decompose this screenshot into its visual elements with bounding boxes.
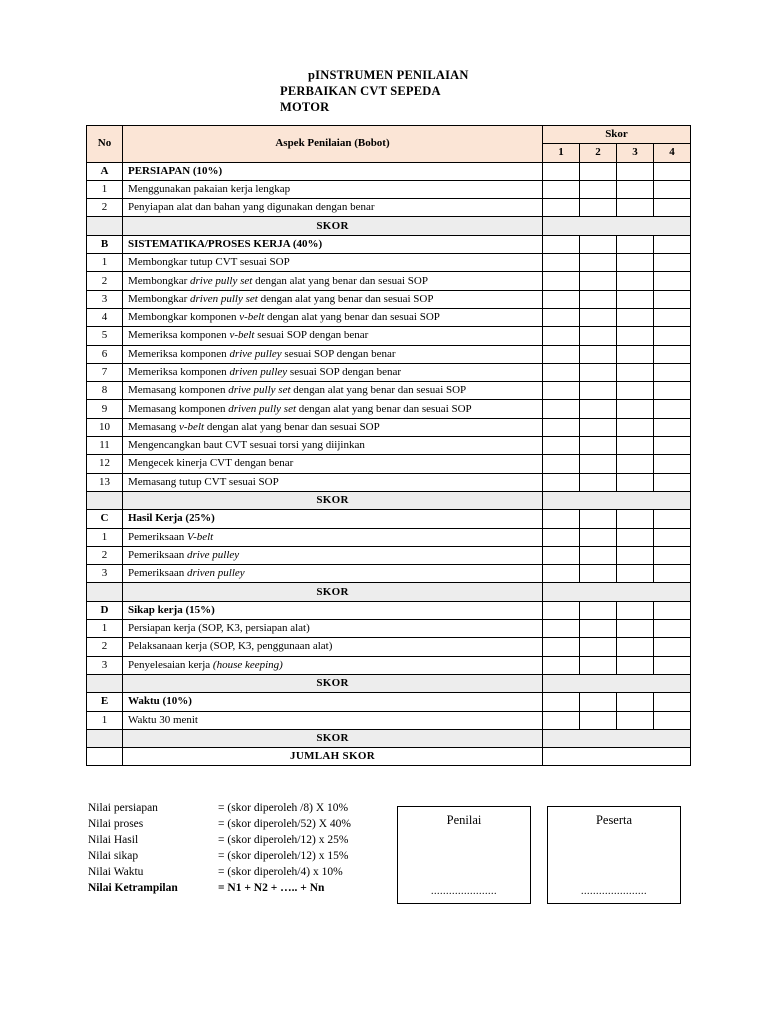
section-score-cell-1[interactable] bbox=[543, 601, 580, 619]
item-score-cell-2[interactable] bbox=[580, 272, 617, 290]
section-score-cell-3[interactable] bbox=[617, 693, 654, 711]
section-row bbox=[87, 601, 691, 619]
formula-row bbox=[88, 848, 398, 864]
item-score-cell-2[interactable] bbox=[580, 418, 617, 436]
signature-box-penilai bbox=[397, 806, 531, 904]
peserta-signature-line: ...................... bbox=[581, 886, 647, 897]
section-score-cell-3[interactable] bbox=[617, 162, 654, 180]
criterion-text: Membongkar tutup CVT sesuai SOP bbox=[128, 256, 290, 269]
item-number: 2 bbox=[87, 199, 123, 217]
table-row bbox=[87, 638, 691, 656]
section-row bbox=[87, 162, 691, 180]
item-score-cell-2[interactable] bbox=[580, 455, 617, 473]
total-formula-value: = N1 + N2 + ….. + Nn bbox=[218, 882, 325, 894]
section-skor-row bbox=[87, 491, 691, 509]
criterion-text: Persiapan kerja (SOP, K3, persiapan alat) bbox=[128, 622, 310, 635]
item-criterion bbox=[123, 180, 543, 198]
jumlah-empty-cell bbox=[87, 748, 123, 766]
item-criterion bbox=[123, 638, 543, 656]
skor-empty-cell bbox=[87, 491, 123, 509]
item-score-cell-2[interactable] bbox=[580, 656, 617, 674]
formula-value: = (skor diperoleh/52) X 40% bbox=[218, 818, 351, 830]
item-score-cell-1[interactable] bbox=[543, 656, 580, 674]
item-score-cell-1[interactable] bbox=[543, 711, 580, 729]
score-formulas bbox=[88, 800, 398, 896]
header-score-3: 3 bbox=[617, 144, 654, 162]
item-number: 3 bbox=[87, 290, 123, 308]
item-score-cell-4[interactable] bbox=[654, 345, 691, 363]
title-line-2: PERBAIKAN CVT SEPEDA bbox=[280, 84, 441, 98]
criterion-text: v-belt bbox=[179, 420, 205, 433]
item-score-cell-1[interactable] bbox=[543, 565, 580, 583]
criterion-text: dengan alat yang benar dan sesuai SOP bbox=[257, 292, 434, 305]
item-number: 2 bbox=[87, 638, 123, 656]
table-row bbox=[87, 382, 691, 400]
table-row bbox=[87, 180, 691, 198]
item-criterion bbox=[123, 455, 543, 473]
item-score-cell-3[interactable] bbox=[617, 272, 654, 290]
item-criterion bbox=[123, 473, 543, 491]
criterion-text: Pemeriksaan bbox=[128, 567, 187, 580]
item-score-cell-4[interactable] bbox=[654, 272, 691, 290]
criterion-text: Memasang komponen bbox=[128, 402, 229, 415]
criterion-text: Waktu 30 menit bbox=[128, 713, 198, 726]
criterion-text: v-belt bbox=[239, 311, 265, 324]
item-score-cell-1[interactable] bbox=[543, 528, 580, 546]
item-score-cell-4[interactable] bbox=[654, 455, 691, 473]
item-score-cell-3[interactable] bbox=[617, 418, 654, 436]
table-row bbox=[87, 290, 691, 308]
formula-value: = (skor diperoleh/12) x 25% bbox=[218, 834, 349, 846]
item-score-cell-2[interactable] bbox=[580, 327, 617, 345]
formula-label: Nilai Waktu bbox=[88, 866, 144, 878]
item-score-cell-3[interactable] bbox=[617, 546, 654, 564]
item-number: 12 bbox=[87, 455, 123, 473]
item-criterion bbox=[123, 290, 543, 308]
skor-value-cell[interactable] bbox=[543, 491, 691, 509]
formula-label: Nilai proses bbox=[88, 818, 144, 830]
item-number: 1 bbox=[87, 528, 123, 546]
skor-value-cell[interactable] bbox=[543, 217, 691, 235]
item-score-cell-3[interactable] bbox=[617, 437, 654, 455]
item-number: 1 bbox=[87, 254, 123, 272]
item-score-cell-3[interactable] bbox=[617, 345, 654, 363]
table-row bbox=[87, 565, 691, 583]
section-score-cell-1[interactable] bbox=[543, 235, 580, 253]
formula-label: Nilai Hasil bbox=[88, 834, 139, 846]
criterion-text: dengan alat yang benar dan sesuai SOP bbox=[296, 402, 472, 415]
formula-row bbox=[88, 816, 398, 832]
section-score-cell-1[interactable] bbox=[543, 162, 580, 180]
total-formula-row bbox=[88, 880, 398, 896]
formula-value: = (skor diperoleh/12) x 15% bbox=[218, 850, 349, 862]
skor-label: SKOR bbox=[123, 491, 543, 509]
section-score-cell-3[interactable] bbox=[617, 510, 654, 528]
section-code: A bbox=[87, 162, 123, 180]
table-row bbox=[87, 546, 691, 564]
item-score-cell-2[interactable] bbox=[580, 308, 617, 326]
item-score-cell-2[interactable] bbox=[580, 546, 617, 564]
penilai-signature-line: ...................... bbox=[431, 886, 497, 897]
criterion-text: Mengecek kinerja CVT dengan benar bbox=[128, 457, 294, 470]
criterion-text: Menggunakan pakaian kerja lengkap bbox=[128, 183, 291, 196]
item-score-cell-3[interactable] bbox=[617, 290, 654, 308]
table-row bbox=[87, 418, 691, 436]
table-row bbox=[87, 327, 691, 345]
item-score-cell-4[interactable] bbox=[654, 363, 691, 381]
section-code: C bbox=[87, 510, 123, 528]
peserta-label: Peserta bbox=[595, 813, 633, 827]
item-score-cell-2[interactable] bbox=[580, 473, 617, 491]
table-row bbox=[87, 473, 691, 491]
item-score-cell-2[interactable] bbox=[580, 363, 617, 381]
section-title: PERSIAPAN (10%) bbox=[123, 162, 543, 180]
item-score-cell-2[interactable] bbox=[580, 290, 617, 308]
document-title bbox=[280, 67, 500, 115]
item-criterion bbox=[123, 418, 543, 436]
section-score-cell-4[interactable] bbox=[654, 510, 691, 528]
criterion-text: Membongkar bbox=[128, 292, 191, 305]
table-row bbox=[87, 528, 691, 546]
signature-box-peserta bbox=[547, 806, 681, 904]
item-score-cell-2[interactable] bbox=[580, 400, 617, 418]
item-number: 2 bbox=[87, 546, 123, 564]
item-score-cell-4[interactable] bbox=[654, 711, 691, 729]
section-title: Waktu (10%) bbox=[123, 693, 543, 711]
criterion-text: driven pulley bbox=[229, 366, 288, 378]
section-row bbox=[87, 693, 691, 711]
item-score-cell-2[interactable] bbox=[580, 382, 617, 400]
item-criterion bbox=[123, 363, 543, 381]
criterion-text: (house keeping) bbox=[212, 658, 283, 671]
item-criterion bbox=[123, 656, 543, 674]
criterion-text: drive pulley bbox=[229, 347, 282, 360]
criterion-text: sesuai SOP dengan benar bbox=[281, 347, 396, 360]
section-title: Hasil Kerja (25%) bbox=[123, 510, 543, 528]
item-score-cell-1[interactable] bbox=[543, 290, 580, 308]
section-score-cell-2[interactable] bbox=[580, 162, 617, 180]
item-number: 1 bbox=[87, 711, 123, 729]
item-number: 2 bbox=[87, 272, 123, 290]
item-criterion bbox=[123, 327, 543, 345]
item-score-cell-1[interactable] bbox=[543, 638, 580, 656]
item-criterion bbox=[123, 546, 543, 564]
item-score-cell-2[interactable] bbox=[580, 638, 617, 656]
skor-empty-cell bbox=[87, 674, 123, 692]
item-score-cell-1[interactable] bbox=[543, 308, 580, 326]
criterion-text: sesuai SOP dengan benar bbox=[287, 366, 402, 378]
table-header-row bbox=[87, 126, 691, 144]
section-score-cell-1[interactable] bbox=[543, 510, 580, 528]
item-number: 3 bbox=[87, 656, 123, 674]
item-score-cell-4[interactable] bbox=[654, 528, 691, 546]
criterion-text: Penyelesaian kerja bbox=[128, 658, 213, 671]
formula-value: = (skor diperoleh/4) x 10% bbox=[218, 866, 343, 878]
section-row bbox=[87, 510, 691, 528]
criterion-text: driven pulley bbox=[186, 567, 245, 580]
item-score-cell-4[interactable] bbox=[654, 418, 691, 436]
criterion-text: dengan alat yang benar dan sesuai SOP bbox=[264, 311, 440, 324]
criterion-text: Membongkar komponen bbox=[128, 311, 240, 324]
item-score-cell-4[interactable] bbox=[654, 656, 691, 674]
item-criterion bbox=[123, 199, 543, 217]
skor-label: SKOR bbox=[123, 217, 543, 235]
total-formula-label: Nilai Ketrampilan bbox=[88, 882, 178, 894]
item-score-cell-4[interactable] bbox=[654, 565, 691, 583]
section-score-cell-2[interactable] bbox=[580, 601, 617, 619]
item-score-cell-1[interactable] bbox=[543, 363, 580, 381]
table-row bbox=[87, 345, 691, 363]
item-score-cell-3[interactable] bbox=[617, 620, 654, 638]
skor-value-cell[interactable] bbox=[543, 674, 691, 692]
item-score-cell-3[interactable] bbox=[617, 473, 654, 491]
criterion-text: v-belt bbox=[229, 329, 255, 342]
item-number: 4 bbox=[87, 308, 123, 326]
item-number: 11 bbox=[87, 437, 123, 455]
item-criterion bbox=[123, 437, 543, 455]
criterion-text: Memasang tutup CVT sesuai SOP bbox=[128, 475, 279, 488]
criterion-text: Pelaksanaan kerja (SOP, K3, penggunaan alat) bbox=[128, 640, 333, 653]
section-score-cell-4[interactable] bbox=[654, 235, 691, 253]
section-skor-row bbox=[87, 217, 691, 235]
item-score-cell-1[interactable] bbox=[543, 437, 580, 455]
section-score-cell-4[interactable] bbox=[654, 693, 691, 711]
item-score-cell-2[interactable] bbox=[580, 180, 617, 198]
item-score-cell-1[interactable] bbox=[543, 455, 580, 473]
item-score-cell-3[interactable] bbox=[617, 528, 654, 546]
item-score-cell-3[interactable] bbox=[617, 656, 654, 674]
item-score-cell-4[interactable] bbox=[654, 290, 691, 308]
section-score-cell-2[interactable] bbox=[580, 510, 617, 528]
section-title: Sikap kerja (15%) bbox=[123, 601, 543, 619]
criterion-text: dengan alat yang benar dan sesuai SOP bbox=[204, 420, 380, 433]
item-score-cell-1[interactable] bbox=[543, 400, 580, 418]
table-row bbox=[87, 254, 691, 272]
item-score-cell-4[interactable] bbox=[654, 254, 691, 272]
section-score-cell-4[interactable] bbox=[654, 162, 691, 180]
item-criterion bbox=[123, 565, 543, 583]
item-score-cell-3[interactable] bbox=[617, 199, 654, 217]
jumlah-skor-label: JUMLAH SKOR bbox=[123, 748, 543, 766]
item-score-cell-4[interactable] bbox=[654, 308, 691, 326]
section-code: D bbox=[87, 601, 123, 619]
item-score-cell-1[interactable] bbox=[543, 418, 580, 436]
header-score-4: 4 bbox=[654, 144, 691, 162]
section-row bbox=[87, 235, 691, 253]
table-row bbox=[87, 363, 691, 381]
jumlah-skor-row bbox=[87, 748, 691, 766]
item-criterion bbox=[123, 711, 543, 729]
skor-empty-cell bbox=[87, 217, 123, 235]
item-score-cell-1[interactable] bbox=[543, 199, 580, 217]
item-number: 9 bbox=[87, 400, 123, 418]
item-score-cell-3[interactable] bbox=[617, 363, 654, 381]
formula-row bbox=[88, 800, 398, 816]
section-score-cell-2[interactable] bbox=[580, 235, 617, 253]
item-score-cell-1[interactable] bbox=[543, 345, 580, 363]
criterion-text: drive pully set bbox=[190, 274, 253, 287]
item-score-cell-2[interactable] bbox=[580, 199, 617, 217]
section-skor-row bbox=[87, 583, 691, 601]
formula-value: = (skor diperoleh /8) X 10% bbox=[218, 802, 349, 814]
item-score-cell-4[interactable] bbox=[654, 473, 691, 491]
item-score-cell-2[interactable] bbox=[580, 620, 617, 638]
section-score-cell-3[interactable] bbox=[617, 601, 654, 619]
table-row bbox=[87, 272, 691, 290]
section-title: SISTEMATIKA/PROSES KERJA (40%) bbox=[123, 235, 543, 253]
item-score-cell-4[interactable] bbox=[654, 382, 691, 400]
table-row bbox=[87, 455, 691, 473]
table-row bbox=[87, 620, 691, 638]
item-criterion bbox=[123, 400, 543, 418]
table-row bbox=[87, 199, 691, 217]
item-number: 1 bbox=[87, 620, 123, 638]
table-row bbox=[87, 656, 691, 674]
item-score-cell-1[interactable] bbox=[543, 473, 580, 491]
criterion-text: Pemeriksaan bbox=[128, 530, 187, 543]
section-score-cell-1[interactable] bbox=[543, 693, 580, 711]
criterion-text: drive pully set bbox=[228, 384, 291, 397]
item-score-cell-4[interactable] bbox=[654, 199, 691, 217]
criterion-text: Memeriksa komponen bbox=[128, 329, 230, 342]
section-code: B bbox=[87, 235, 123, 253]
section-code: E bbox=[87, 693, 123, 711]
table-row bbox=[87, 437, 691, 455]
item-score-cell-1[interactable] bbox=[543, 382, 580, 400]
item-score-cell-2[interactable] bbox=[580, 565, 617, 583]
item-score-cell-3[interactable] bbox=[617, 638, 654, 656]
criterion-text: dengan alat yang benar dan sesuai SOP bbox=[290, 384, 467, 397]
item-score-cell-2[interactable] bbox=[580, 254, 617, 272]
item-number: 8 bbox=[87, 382, 123, 400]
item-score-cell-3[interactable] bbox=[617, 308, 654, 326]
title-line-1: pINSTRUMEN PENILAIAN bbox=[308, 68, 469, 82]
item-score-cell-3[interactable] bbox=[617, 327, 654, 345]
item-criterion bbox=[123, 345, 543, 363]
jumlah-skor-value-cell[interactable] bbox=[543, 748, 691, 766]
criterion-text: driven pully set bbox=[228, 402, 297, 415]
item-score-cell-2[interactable] bbox=[580, 345, 617, 363]
header-no: No bbox=[87, 126, 123, 163]
item-score-cell-3[interactable] bbox=[617, 455, 654, 473]
item-score-cell-3[interactable] bbox=[617, 254, 654, 272]
title-line-3: MOTOR bbox=[280, 100, 330, 114]
skor-label: SKOR bbox=[123, 674, 543, 692]
item-score-cell-4[interactable] bbox=[654, 620, 691, 638]
item-number: 1 bbox=[87, 180, 123, 198]
item-number: 6 bbox=[87, 345, 123, 363]
item-criterion bbox=[123, 308, 543, 326]
criterion-text: V-belt bbox=[186, 530, 214, 543]
item-score-cell-3[interactable] bbox=[617, 711, 654, 729]
criterion-text: Membongkar bbox=[128, 274, 191, 287]
item-score-cell-4[interactable] bbox=[654, 327, 691, 345]
penilai-label: Penilai bbox=[446, 813, 482, 827]
formula-row bbox=[88, 832, 398, 848]
item-score-cell-4[interactable] bbox=[654, 180, 691, 198]
item-criterion bbox=[123, 382, 543, 400]
assessment-table bbox=[86, 125, 691, 766]
criterion-text: Memasang bbox=[128, 420, 180, 433]
criterion-text: Mengencangkan baut CVT sesuai torsi yang diijinkan bbox=[128, 439, 365, 452]
item-score-cell-1[interactable] bbox=[543, 254, 580, 272]
item-number: 13 bbox=[87, 473, 123, 491]
item-criterion bbox=[123, 528, 543, 546]
table-row bbox=[87, 400, 691, 418]
header-skor: Skor bbox=[543, 126, 691, 144]
skor-value-cell[interactable] bbox=[543, 729, 691, 747]
table-row bbox=[87, 308, 691, 326]
skor-empty-cell bbox=[87, 583, 123, 601]
skor-empty-cell bbox=[87, 729, 123, 747]
item-score-cell-4[interactable] bbox=[654, 400, 691, 418]
header-score-2: 2 bbox=[580, 144, 617, 162]
item-score-cell-3[interactable] bbox=[617, 400, 654, 418]
formula-label: Nilai persiapan bbox=[88, 802, 158, 814]
criterion-text: driven pully set bbox=[190, 292, 258, 305]
table-row bbox=[87, 711, 691, 729]
item-criterion bbox=[123, 620, 543, 638]
section-score-cell-3[interactable] bbox=[617, 235, 654, 253]
item-score-cell-2[interactable] bbox=[580, 711, 617, 729]
item-number: 10 bbox=[87, 418, 123, 436]
formula-row bbox=[88, 864, 398, 880]
criterion-text: Memasang komponen bbox=[128, 384, 229, 397]
item-score-cell-2[interactable] bbox=[580, 528, 617, 546]
item-criterion bbox=[123, 272, 543, 290]
item-score-cell-1[interactable] bbox=[543, 546, 580, 564]
item-score-cell-4[interactable] bbox=[654, 546, 691, 564]
criterion-text: dengan alat yang benar dan sesuai SOP bbox=[252, 274, 428, 287]
item-number: 5 bbox=[87, 327, 123, 345]
item-number: 7 bbox=[87, 363, 123, 381]
criterion-text: Memeriksa komponen bbox=[128, 347, 230, 360]
section-score-cell-4[interactable] bbox=[654, 601, 691, 619]
skor-label: SKOR bbox=[123, 583, 543, 601]
section-skor-row bbox=[87, 674, 691, 692]
item-score-cell-1[interactable] bbox=[543, 327, 580, 345]
header-score-1: 1 bbox=[543, 144, 580, 162]
formula-label: Nilai sikap bbox=[88, 850, 139, 862]
criterion-text: sesuai SOP dengan benar bbox=[254, 329, 369, 342]
criterion-text: Memeriksa komponen bbox=[128, 366, 230, 378]
criterion-text: drive pulley bbox=[186, 548, 240, 561]
item-criterion bbox=[123, 254, 543, 272]
item-score-cell-4[interactable] bbox=[654, 437, 691, 455]
section-skor-row bbox=[87, 729, 691, 747]
item-score-cell-3[interactable] bbox=[617, 565, 654, 583]
header-aspek: Aspek Penilaian (Bobot) bbox=[123, 126, 543, 163]
item-number: 3 bbox=[87, 565, 123, 583]
criterion-text: Pemeriksaan bbox=[128, 548, 187, 561]
skor-value-cell[interactable] bbox=[543, 583, 691, 601]
section-score-cell-2[interactable] bbox=[580, 693, 617, 711]
skor-label: SKOR bbox=[123, 729, 543, 747]
item-score-cell-3[interactable] bbox=[617, 382, 654, 400]
item-score-cell-1[interactable] bbox=[543, 180, 580, 198]
item-score-cell-3[interactable] bbox=[617, 180, 654, 198]
item-score-cell-4[interactable] bbox=[654, 638, 691, 656]
item-score-cell-1[interactable] bbox=[543, 272, 580, 290]
criterion-text: Penyiapan alat dan bahan yang digunakan dengan benar bbox=[128, 201, 375, 214]
item-score-cell-2[interactable] bbox=[580, 437, 617, 455]
item-score-cell-1[interactable] bbox=[543, 620, 580, 638]
